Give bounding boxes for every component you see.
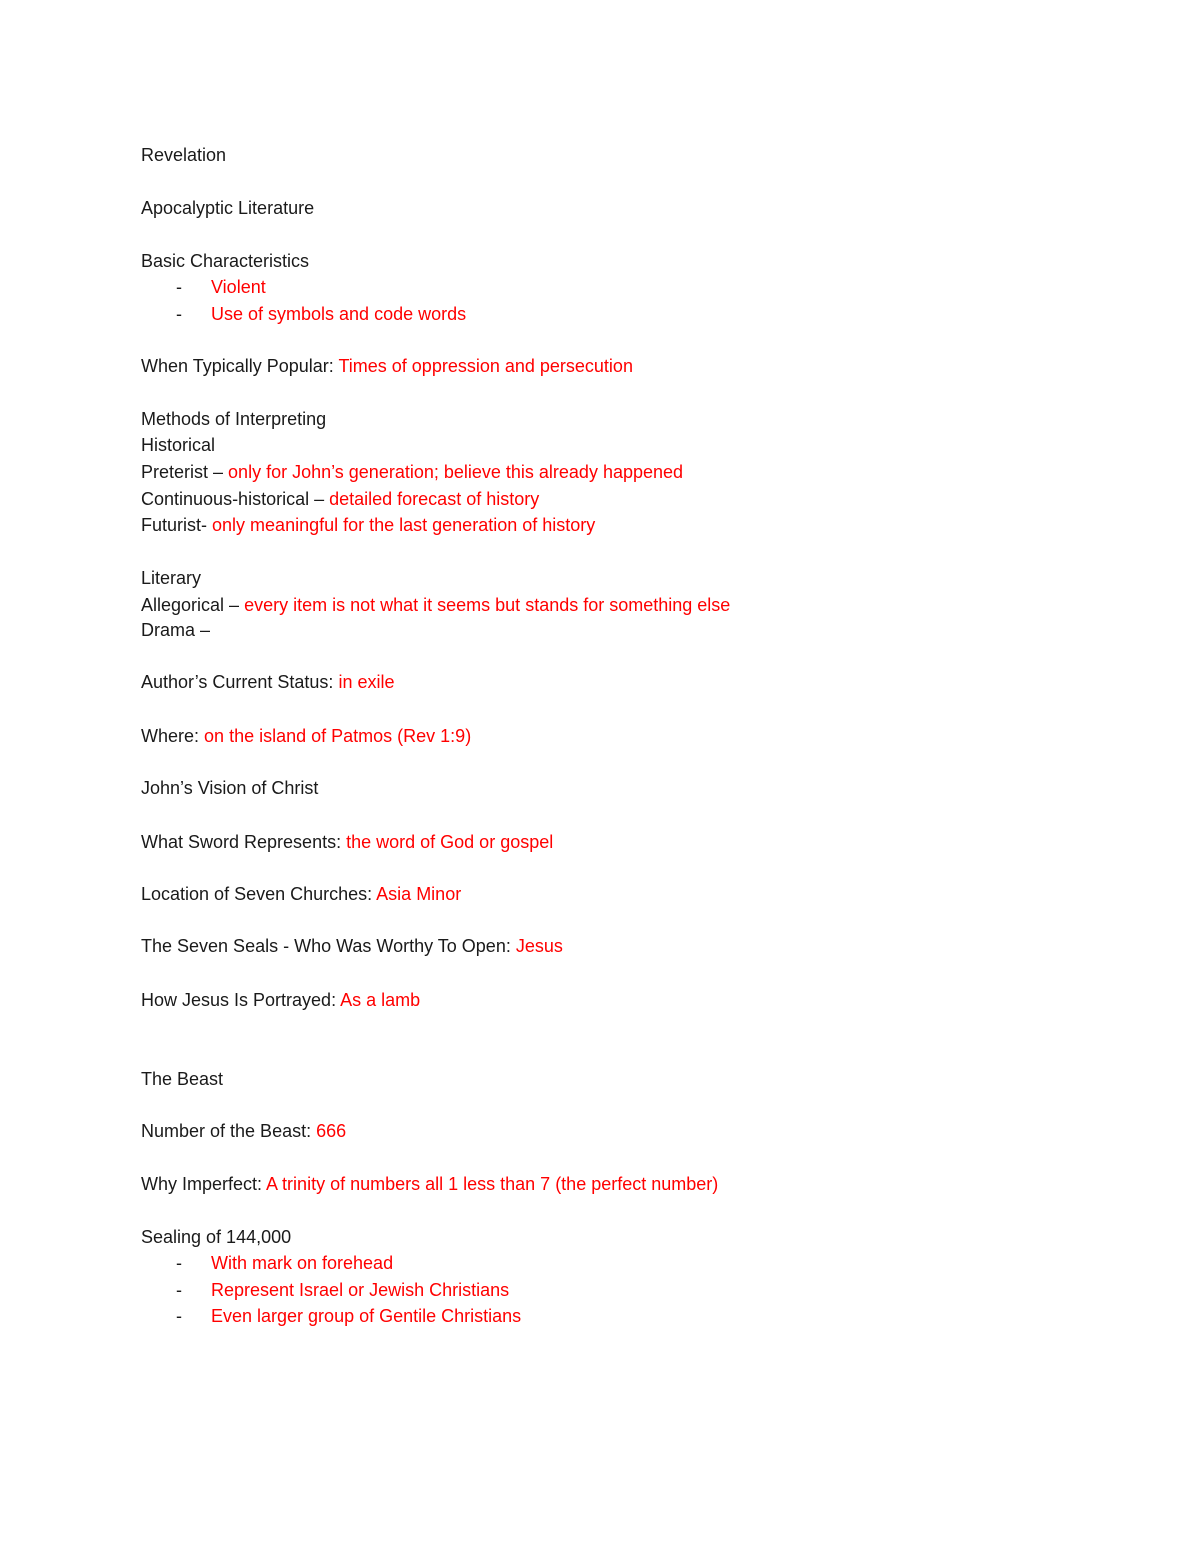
continuous-line xyxy=(141,486,539,512)
continuous-label: Continuous-historical – xyxy=(141,489,325,509)
churches-label: Location of Seven Churches: xyxy=(141,884,373,904)
list-item xyxy=(0,274,1200,300)
bullet-dash: - xyxy=(176,277,182,297)
preterist-line xyxy=(141,459,683,485)
list-item-text: Violent xyxy=(211,277,266,297)
where-label: Where: xyxy=(141,726,200,746)
imperfect-line xyxy=(141,1171,718,1197)
list-item xyxy=(0,1277,1200,1303)
where-answer: on the island of Patmos (Rev 1:9) xyxy=(204,726,472,746)
when-popular-answer: Times of oppression and persecution xyxy=(338,356,633,376)
vision-heading: John’s Vision of Christ xyxy=(141,778,319,798)
beast-number-line xyxy=(141,1118,346,1144)
seals-answer: Jesus xyxy=(515,936,563,956)
bullet-dash: - xyxy=(176,1280,182,1300)
list-item-text: Even larger group of Gentile Christians xyxy=(211,1306,522,1326)
beast-heading: The Beast xyxy=(141,1069,224,1089)
list-item-text: Represent Israel or Jewish Christians xyxy=(211,1280,510,1300)
where-line xyxy=(141,723,471,749)
author-status-line xyxy=(141,669,394,695)
basic-characteristics-label: Basic Characteristics xyxy=(141,251,310,271)
bullet-dash: - xyxy=(176,304,182,324)
allegorical-answer: every item is not what it seems but stands for something else xyxy=(244,595,731,615)
list-item xyxy=(0,1250,1200,1276)
beast-number-answer: 666 xyxy=(316,1121,347,1141)
when-popular-line xyxy=(141,353,633,379)
portrayed-answer: As a lamb xyxy=(340,990,421,1010)
list-item-text: Use of symbols and code words xyxy=(211,304,467,324)
seals-line xyxy=(141,933,563,959)
preterist-label: Preterist – xyxy=(141,462,224,482)
allegorical-line xyxy=(141,592,730,618)
portrayed-line xyxy=(141,987,420,1013)
churches-answer: Asia Minor xyxy=(376,884,462,904)
drama-label: Drama – xyxy=(141,620,211,640)
sword-label: What Sword Represents: xyxy=(141,832,342,852)
section-heading: Apocalyptic Literature xyxy=(141,198,315,218)
bullet-dash: - xyxy=(176,1306,182,1326)
when-popular-label: When Typically Popular: xyxy=(141,356,334,376)
document-title: Revelation xyxy=(141,145,227,165)
list-item-text: With mark on forehead xyxy=(211,1253,394,1273)
churches-line xyxy=(141,881,461,907)
imperfect-label: Why Imperfect: xyxy=(141,1174,263,1194)
futurist-label: Futurist- xyxy=(141,515,208,535)
list-item xyxy=(0,1303,1200,1329)
bullet-dash: - xyxy=(176,1253,182,1273)
sword-line xyxy=(141,829,553,855)
imperfect-answer: A trinity of numbers all 1 less than 7 (the perfect number) xyxy=(266,1174,719,1194)
futurist-line xyxy=(141,512,595,538)
list-item xyxy=(0,301,1200,327)
author-status-label: Author’s Current Status: xyxy=(141,672,334,692)
sword-answer: the word of God or gospel xyxy=(346,832,554,852)
portrayed-label: How Jesus Is Portrayed: xyxy=(141,990,337,1010)
preterist-answer: only for John’s generation; believe this already happened xyxy=(228,462,684,482)
methods-label: Methods of Interpreting xyxy=(141,409,327,429)
seals-label: The Seven Seals - Who Was Worthy To Open: xyxy=(141,936,511,956)
allegorical-label: Allegorical – xyxy=(141,595,240,615)
literary-label: Literary xyxy=(141,568,202,588)
continuous-answer: detailed forecast of history xyxy=(329,489,540,509)
sealing-label: Sealing of 144,000 xyxy=(141,1227,292,1247)
historical-label: Historical xyxy=(141,435,216,455)
futurist-answer: only meaningful for the last generation of history xyxy=(212,515,596,535)
author-status-answer: in exile xyxy=(338,672,395,692)
beast-number-label: Number of the Beast: xyxy=(141,1121,312,1141)
